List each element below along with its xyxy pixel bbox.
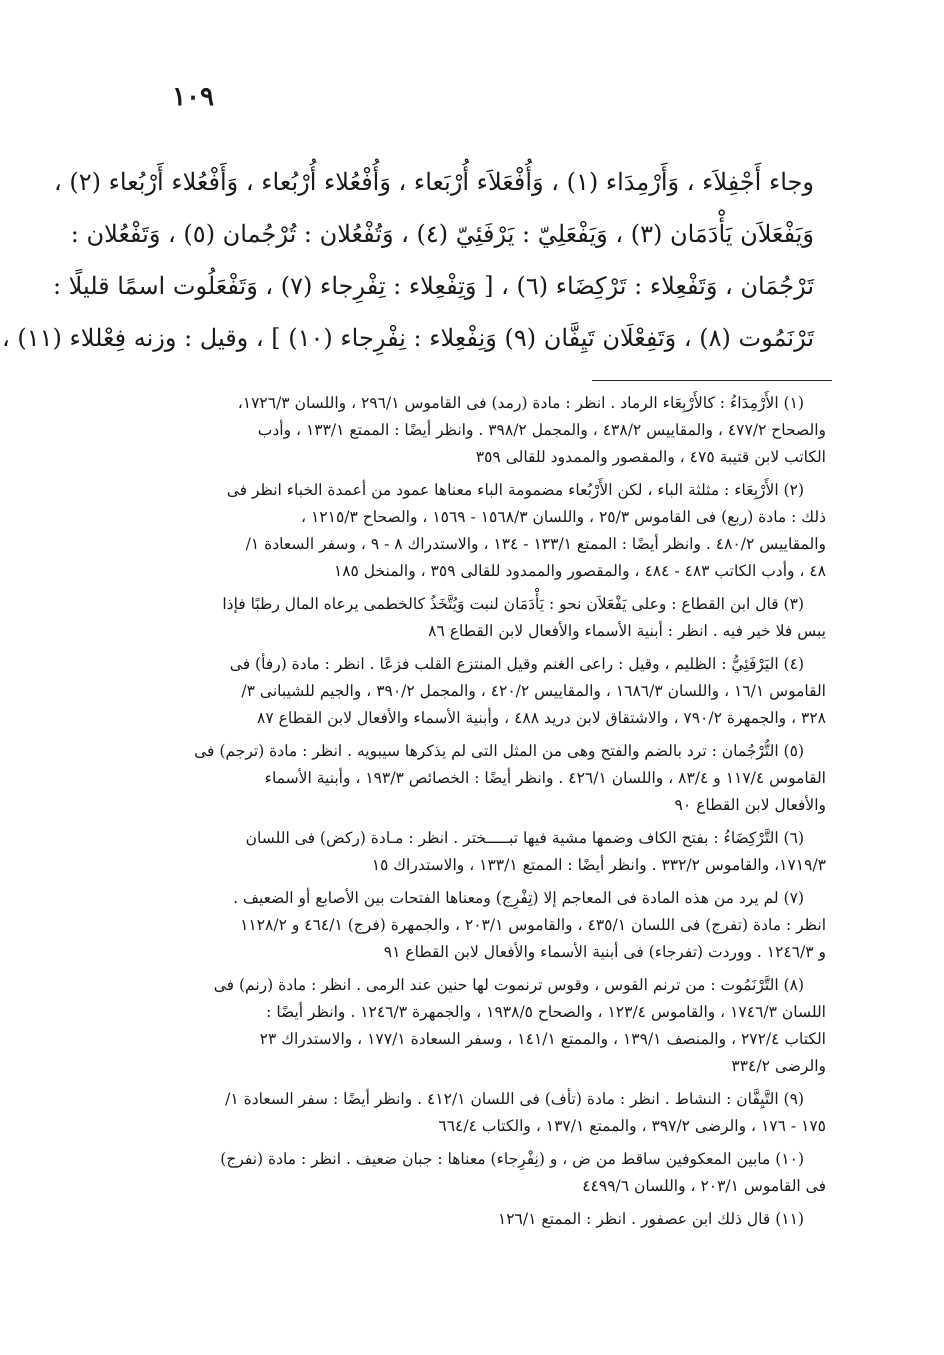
footnote-1 — [130, 390, 826, 471]
footnote-line: (١٠) مابين المعكوفين ساقط من ض ، و (نِفْرِجاء) معناها : جبان ضعيف . انظر : مادة (نفرج) — [220, 1150, 804, 1168]
footnote-line: والرضى ٣٣٤/٢ — [731, 1057, 826, 1075]
footnote-line: ١٧٥ - ١٧٦ ، والرضى ٣٩٧/٢ ، والممتع ١٣٧/١ ، والكتاب ٦٦٤/٤ — [438, 1117, 826, 1135]
footnote-line: فى القاموس ٢٠٣/١ ، واللسان ٤٤٩٩/٦ — [582, 1177, 826, 1195]
footnote-line: الكتاب ٢٧٢/٤ ، والمنصف ١٣٩/١ ، والممتع ١٤١/١ ، وسفر السعادة ١٧٧/١ ، والاستدراك ٢٣ — [259, 1030, 826, 1048]
footnote-line: (٦) التَّرْكِضَاءُ : بفتح الكاف وضمها مشية فيها تبـــــختر . انظر : مـادة (ركض) فى اللسان — [245, 829, 804, 847]
footnote-separator — [592, 380, 832, 381]
footnote-line: (١١) قال ذلك ابن عصفور . انظر : الممتع ١٢٦/١ — [497, 1210, 804, 1228]
footnote-line: (٥) التُّرْجُمان : ترد بالضم والفتح وهى من المثل التى لم يذكرها سيبويه . انظر : مادة (ترجم) فى — [194, 742, 804, 760]
footnote-9 — [130, 1086, 826, 1140]
footnote-line: (٩) التَّيِفَّان : النشاط . انظر : مادة (تأف) فى اللسان ٤١٢/١ . وانظر أيضًا : سفر السعادة ١/ — [225, 1090, 804, 1108]
footnote-line: القاموس ١١٧/٤ و ٨٣/٤ ، واللسان ٤٢٦/١ . وانظر أيضًا : الخصائص ١٩٣/٣ ، وأبنية الأسماء — [264, 769, 826, 787]
footnotes-section — [130, 390, 826, 1239]
footnote-line: والمقاييس ٤٨٠/٢ . وانظر أيضًا : الممتع ١٣٣/١ - ١٣٤ ، والاستدراك ٨ - ٩ ، وسفر السعادة ١/ — [245, 535, 826, 553]
page-number: ١٠٩ — [172, 82, 214, 112]
footnote-line: (١) الأَرْمِدَاءُ : كالأَرْبِعَاء الرماد . انظر : مادة (رمد) فى القاموس ٢٩٦/١ ، واللسان ١٧٢٦/٣، — [237, 394, 804, 412]
footnote-line: (٨) التَّرْنَمُوت : من ترنم القوس ، وقوس ترنموت لها حنين عند الرمى . انظر : مادة (رنم) فى — [213, 976, 804, 994]
main-text-line: وَيَفْعَلاَن يَأْدَمَان (٣) ، وَيَفْعَلِيّ : يَرْفَئِيّ (٤) ، وَتُفْعُلان : تُرْجُمان (٥) ، وَتَفْعُلان : — [70, 220, 814, 248]
footnote-6 — [130, 825, 826, 879]
main-text-line: تَرْنَمُوت (٨) ، وَتَفِعْلَان تَيِفَّان (٩) وَنِفْعِلاء : نِفْرِجاء (١٠) ] ، وقيل : وزنه فِعْللاء (١١) ، — [1, 324, 814, 352]
main-text-line: وجاء أَجْفِلاَء ، وَأَرْمِدَاء (١) ، وَأُفْعَلاَء أُرْبَعاء ، وَأُفْعُلاء أُرْبُعاء ، وَأَفْعُلاء أَرْبُعاء (٢) ، — [53, 168, 814, 196]
footnote-3 — [130, 591, 826, 645]
footnote-line: انظر : مادة (تفرج) فى اللسان ٤٣٥/١ ، والقاموس ٢٠٣/١ ، والجمهرة (فرج) ٤٦٤/١ و ١١٢٨/٢ — [240, 916, 826, 934]
footnote-line: القاموس ١٦/١ ، واللسان ١٦٨٦/٣ ، والمقاييس ٤٢٠/٢ ، والمجمل ٣٩٠/٢ ، والجيم للشيبانى ٣/ — [241, 682, 826, 700]
footnote-8 — [130, 972, 826, 1080]
footnote-line: الكاتب لابن قتيبة ٤٧٥ ، والمقصور والممدود للقالى ٣٥٩ — [475, 448, 826, 466]
footnote-line: ٣٢٨ ، والجمهرة ٧٩٠/٢ ، والاشتقاق لابن دريد ٤٨٨ ، وأبنية الأسماء والأفعال لابن القطاع ٨٧ — [257, 709, 826, 727]
footnote-line: ذلك : مادة (ربع) فى القاموس ٢٥/٣ ، واللسان ١٥٦٨/٣ - ١٥٦٩ ، والصحاح ١٢١٥/٣ ، — [301, 508, 826, 526]
footnote-line: اللسان ١٧٤٦/٣ ، والقاموس ١٢٣/٤ ، والصحاح ١٩٣٨/٥ ، والجمهرة ١٢٤٦/٣ . وانظر أيضًا : — [266, 1003, 826, 1021]
footnote-7 — [130, 885, 826, 966]
footnote-line: (٤) اليَرْفَئِيُّ : الظليم ، وقيل : راعى الغنم وقيل المنتزع القلب فزعًا . انظر : مادة (رفأ) فى — [229, 655, 804, 673]
footnote-line: والصحاح ٤٧٧/٢ ، والمقاييس ٤٣٨/٢ ، والمجمل ٣٩٨/٢ . وانظر أيضًا : الممتع ١٣٣/١ ، وأدب — [257, 421, 826, 439]
footnote-2 — [130, 477, 826, 585]
footnote-line: والأفعال لابن القطاع ٩٠ — [674, 796, 826, 814]
main-text-block — [1, 156, 814, 364]
footnote-line: ١٧١٩/٣، والقاموس ٣٣٢/٢ . وانظر أيضًا : الممتع ١٣٣/١ ، والاستدراك ١٥ — [371, 856, 826, 874]
footnote-5 — [130, 738, 826, 819]
footnote-4 — [130, 651, 826, 732]
main-text-line: تَرْجُمَان ، وَتَفْعِلاء : تَرْكِضَاء (٦) ، [ وَتِفْعِلاء : تِفْرِجاء (٧) ، وَتَفْعَلُوت اسمًا قليلًا : — [52, 272, 814, 300]
footnote-line: و ١٢٤٦/٣ . ووردت (تفرجاء) فى أبنية الأسماء والأفعال لابن القطاع ٩١ — [383, 943, 826, 961]
footnote-line: (٧) لم يرد من هذه المادة فى المعاجم إلا (تِفْرِج) ومعناها الفتحات بين الأصابع أو الضعيف . — [233, 889, 804, 907]
footnote-line: ٤٨ ، وأدب الكاتب ٤٨٣ - ٤٨٤ ، والمقصور والممدود للقالى ٣٥٩ ، والمنخل ١٨٥ — [333, 562, 826, 580]
footnote-line: يبس فلا خير فيه . انظر : أبنية الأسماء والأفعال لابن القطاع ٨٦ — [428, 622, 826, 640]
footnote-11 — [130, 1206, 826, 1233]
footnote-line: (٣) قال ابن القطاع : وعلى يَفْعَلاَن نحو : يَأْدَمَان لنبت وَيُتَّخَذُ كالخطمى يرعاه المال رطبًا فإذا — [222, 595, 804, 613]
footnote-10 — [130, 1146, 826, 1200]
footnote-line: (٢) الأَرْبِعَاء : مثلثة الباء ، لكن الأَرْبُعاء مضمومة الباء معناها عمود من أعمدة الخباء انظر فى — [226, 481, 804, 499]
